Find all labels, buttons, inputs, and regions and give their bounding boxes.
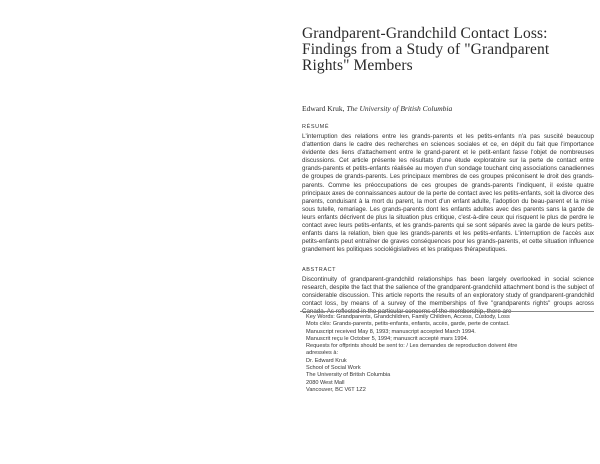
footnote-mots-cles: Mots clés: Grands-parents, petits-enfants, enfants, accès, garde, perte de contact. (306, 321, 510, 328)
footnote-keywords: Key Words: Grandparents, Grandchildren, Family Children, Access, Custody, Loss (306, 314, 510, 320)
footnote-adressees: adressées à: (306, 350, 339, 357)
footnote-requests: Requests for offprints should be sent to: / Les demandes de reproduction doivent être (306, 343, 518, 350)
author-name: Edward Kruk, (302, 104, 345, 113)
footnote-divider (300, 311, 594, 312)
address-street: 2080 West Mall (306, 379, 345, 386)
author-affiliation: The University of British Columbia (346, 104, 453, 113)
resume-heading: RÉSUMÉ (302, 124, 330, 130)
address-name: Dr. Edward Kruk (306, 357, 347, 364)
footnote-recu: Manuscrit reçu le October 5, 1994; manuscrit accepté mars 1994. (306, 335, 469, 342)
abstract-text: Discontinuity of grandparent-grandchild relationships has been largely overlooked in social science research, despite the fact that the salience of the grandparent-grandchild attachment bond is the subject of considerable discussion. This article reports the results of an exploratory study of grandparent-grandchild contact loss, by means of a survey of the memberships of five "grandparents rights" groups across Canada. As reflected in the particular concerns of the membership, there are (302, 276, 594, 316)
address-school: School of Social Work (306, 365, 361, 372)
resume-text: L'interruption des relations entre les grands-parents et les petits-enfants n'a pas suscité beaucoup d'attention dans le cadre des recherches en sciences sociales et ce, en dépit du fait que l'importance évidente des liens d'attachement entre le grand-parent et le petit-enfant fasse l'objet de nombreuses discussions. Cet article présente les résultats d'une étude exploratoire sur la perte de contact entre grands-parents et petits-enfants réalisée au moyen d'un sondage touchant cinq associations canadiennes de groupes de grands-parents. Les principaux membres de ces groupes préconisent le droit des grands-parents. Comme les préoccupations de ces groupes de grands-parents l'indiquent, il existe quatre principaux axes de connaissances autour de la perte de contact avec les petits-enfants, soit la divorce des parents, conduisant à la mort du parent, la mort d'un enfant adulte, l'adoption du beau-parent et la mise sous tutelle, remariage. Les grands-parents dont les enfants adultes avec des parents sans la garde de leurs enfants décrivent de plus la situation plus critique, c'est-à-dire ceux qui risquent le plus de perdre le contact avec leurs petits-enfants, et les grands-parents qui se sont séparés avec la garde de leurs petits-enfants dans la relation, bien que les grands-parents et les petits-enfants. L'interruption de l'accès aux petits-enfants peut entraîner de graves conséquences pour les grands-parents, et cette situation influence grandement les politiques sociolégislatives et les pratiques thérapeutiques. (302, 133, 594, 254)
address-university: The University of British Columbia (306, 372, 391, 379)
footnote-block (306, 314, 594, 394)
abstract-heading: ABSTRACT (302, 267, 337, 273)
address-city: Vancouver, BC V6T 1Z2 (306, 386, 366, 393)
article-title: Grandparent-Grandchild Contact Loss: Findings from a Study of "Grandparent Rights" Members (302, 25, 550, 74)
footnote-received: Manuscript received May 8, 1993; manuscript accepted March 1994. (306, 328, 476, 335)
author-line (302, 104, 594, 113)
